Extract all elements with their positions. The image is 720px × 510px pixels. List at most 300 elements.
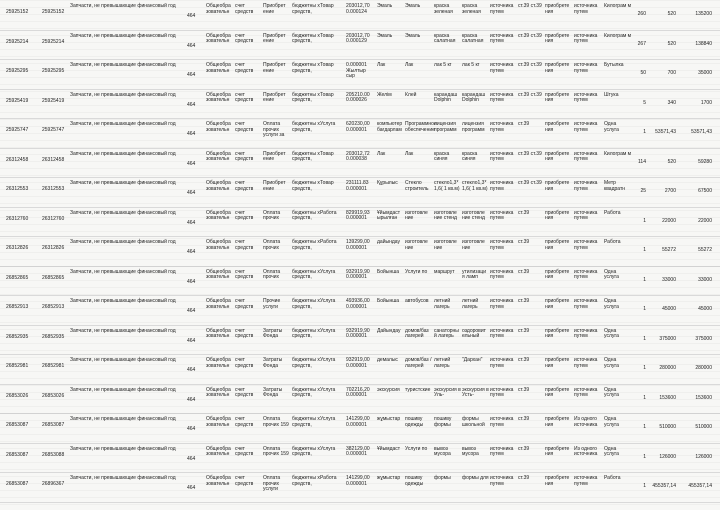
table-cell-src: источника путем (490, 445, 514, 458)
scan-noise-line (0, 77, 720, 78)
table-cell-t4: бюджетны х средств, (292, 180, 320, 192)
table-cell-t4: бюджетны х средств, (292, 416, 320, 428)
scan-noise-line (0, 28, 720, 29)
scan-noise-line (0, 245, 720, 246)
scan-noise-line (0, 14, 720, 15)
table-cell-unit: Одна услуга (604, 445, 619, 458)
table-cell-qty: 1 (643, 306, 646, 312)
table-cell-price: 53571,43 (655, 129, 676, 135)
table-cell-id2: 25925419 (42, 97, 65, 104)
table-cell-t3: Оплата прочих (263, 239, 281, 251)
table-row (0, 89, 720, 120)
table-cell-n3: лак 5 кг (434, 62, 452, 68)
table-cell-art: ст.39 ст.39 (518, 180, 542, 186)
table-cell-unit: Килограм м (604, 3, 632, 9)
table-cell-src: источника путем (490, 475, 514, 487)
table-cell-n2: изготовле ние (405, 209, 428, 222)
table-cell-qty: 1 (643, 453, 646, 460)
table-cell-mode: Из одного источника (574, 416, 598, 428)
scan-noise-line (0, 147, 720, 148)
table-cell-t1: Общеобра зовательн (206, 3, 231, 15)
table-cell-name: Запчасти, не превышающие финансовый год (70, 62, 176, 68)
table-row (0, 295, 720, 326)
table-cell-n4: стекло1,3* 1,6( 1 кв.м) (462, 180, 488, 192)
table-cell-t4: бюджетны х средств, (292, 62, 320, 74)
table-cell-n4: вывоз мусора (462, 445, 479, 458)
table-cell-t2: счет средств (235, 121, 254, 133)
scan-noise-line (0, 56, 720, 57)
table-row (0, 354, 720, 385)
table-cell-total: 22000 (698, 217, 712, 224)
table-cell-t5: Услуга (320, 327, 336, 334)
table-cell-unit: Работа (604, 475, 621, 481)
table-cell-t1: Общеобра зовательн (206, 416, 231, 428)
table-cell-n4: оздоровит ельный (462, 327, 486, 340)
table-cell-unit: Одна услуга (604, 416, 619, 428)
table-cell-code: 464 (187, 190, 196, 196)
table-cell-src: источника путем (490, 416, 514, 428)
scan-noise-line (0, 287, 720, 288)
table-cell-code: 464 (187, 455, 196, 462)
scan-noise-line (0, 378, 720, 379)
table-cell-price: 375000 (659, 335, 676, 342)
table-cell-src: источника путем (490, 327, 514, 340)
table-cell-n4: краска салатная (462, 32, 484, 45)
table-cell-n4: краска синяя (462, 150, 478, 163)
table-cell-id2: 26853026 (42, 392, 65, 399)
table-cell-sum: 139299,00 0.000001 (346, 239, 370, 251)
table-cell-unit: Килограм м (604, 150, 632, 157)
table-cell-total: 45000 (698, 306, 712, 312)
table-cell-price: 455357,14 (652, 483, 676, 489)
table-cell-n3: формы (434, 475, 451, 481)
table-cell-id2: 25925747 (42, 127, 65, 133)
scan-noise-line (0, 336, 720, 337)
table-cell-total: 126000 (695, 453, 712, 460)
table-cell-name: Запчасти, не превышающие финансовый год (70, 32, 176, 39)
table-cell-t5: Услуга (320, 357, 336, 363)
table-cell-t4: бюджетны х средств, (292, 445, 320, 458)
table-cell-how: приобрете ния (545, 32, 570, 45)
table-cell-unit: Бутылка (604, 62, 624, 68)
table-cell-how: приобрете ния (545, 416, 570, 428)
table-cell-src: источника путем (490, 3, 514, 15)
table-cell-n4: изготовле ние стенд (462, 209, 485, 222)
table-cell-id1: 25925152 (6, 9, 29, 15)
table-cell-id2: 26853088 (42, 451, 65, 458)
table-cell-n3: карандаш Dolphin (434, 91, 458, 104)
table-cell-id1: 26853087 (6, 451, 29, 458)
table-cell-total: 135200 (695, 11, 712, 17)
scan-noise-line (0, 189, 720, 190)
table-cell-how: приобрете ния (545, 150, 570, 163)
table-cell-id1: 26852981 (6, 363, 29, 369)
table-cell-t5: Услуга (320, 268, 336, 275)
table-cell-t2: счет средств (235, 209, 254, 222)
table-cell-total: 375000 (695, 335, 712, 342)
scan-noise-line (0, 392, 720, 393)
table-cell-t2: счет средств (235, 475, 254, 487)
table-cell-n3: маршрут (434, 268, 455, 275)
table-row (0, 148, 720, 179)
table-cell-src: источника путем (490, 150, 514, 163)
table-cell-t3: Оплата прочих услуги (263, 475, 281, 493)
table-cell-n4: формы школьной (462, 416, 485, 428)
table-cell-t3: Затраты Фонда (263, 357, 283, 369)
scan-noise-line (0, 196, 720, 197)
table-cell-qty: 1 (643, 247, 646, 253)
table-cell-t5: Товар (320, 3, 334, 9)
table-cell-t1: Общеобра зовательн (206, 357, 231, 369)
table-cell-name: Запчасти, не превышающие финансовый год (70, 209, 176, 216)
table-cell-id1: 26852865 (6, 274, 29, 281)
table-cell-t2: счет средств (235, 239, 254, 251)
scan-noise-line (0, 483, 720, 484)
table-cell-n4: карандаш Dolphin (462, 91, 486, 104)
table-cell-n3: стекло1,3* 1,6( 1 кв.м) (434, 180, 460, 192)
table-cell-name: Запчасти, не превышающие финансовый год (70, 327, 176, 334)
table-cell-t3: Затраты Фонда (263, 327, 283, 340)
table-cell-name: Запчасти, не превышающие финансовый год (70, 91, 176, 98)
table-cell-art: ст.39 (518, 209, 530, 216)
scan-noise-line (0, 364, 720, 365)
table-cell-n3: летний лагерь (434, 298, 451, 310)
table-cell-n1: Бойынша (377, 298, 400, 304)
table-cell-art: ст.39 (518, 475, 530, 481)
table-cell-qty: 1 (643, 129, 646, 135)
table-cell-unit: Работа (604, 239, 621, 245)
table-cell-total: 35000 (698, 70, 712, 76)
table-cell-id2: 26852981 (42, 363, 65, 369)
table-cell-t5: Услуга (320, 416, 336, 422)
table-cell-name: Запчасти, не превышающие финансовый год (70, 121, 176, 127)
table-cell-price: 510000 (659, 424, 676, 430)
table-cell-code: 464 (187, 42, 196, 49)
table-cell-sum: 932919,90 0.000001 (346, 268, 370, 281)
table-cell-n3: изготовле ние стенд (434, 209, 457, 222)
table-cell-name: Запчасти, не превышающие финансовый год (70, 239, 176, 245)
table-cell-sum: 932919,00 0.000001 (346, 357, 370, 369)
table-cell-t1: Общеобра зовательн (206, 386, 231, 399)
table-cell-qty: 267 (637, 40, 646, 47)
table-cell-t4: бюджетны х средств, (292, 121, 320, 133)
table-cell-n3: краска салатная (434, 32, 456, 45)
table-cell-id1: 26312760 (6, 215, 29, 222)
table-cell-t5: Услуга (320, 386, 336, 393)
table-cell-sum: 932919,90 0.000001 (346, 327, 370, 340)
table-cell-price: 340 (667, 99, 676, 106)
table-cell-t4: бюджетны х средств, (292, 357, 320, 369)
scan-noise-line (0, 413, 720, 414)
table-cell-price: 280000 (659, 365, 676, 371)
table-cell-n1: Лак (377, 150, 386, 157)
table-cell-mode: Из одного источника (574, 445, 598, 458)
table-cell-art: ст.39 ст.39 (518, 150, 542, 157)
table-cell-price: 22000 (662, 217, 676, 224)
scan-noise-line (0, 119, 720, 120)
scan-noise-line (0, 63, 720, 64)
table-cell-id1: 26853087 (6, 481, 29, 487)
table-cell-art: ст.39 (518, 416, 530, 422)
table-cell-how: приобрете ния (545, 239, 570, 251)
scan-noise-line (0, 21, 720, 22)
table-cell-id2: 25925214 (42, 38, 65, 45)
table-cell-id1: 26852935 (6, 333, 29, 340)
table-cell-t1: Общеобра зовательн (206, 298, 231, 310)
table-cell-mode: источника путем (574, 357, 598, 369)
table-cell-sum: 702216,20 0.000001 (346, 386, 370, 399)
table-cell-code: 464 (187, 278, 196, 285)
table-cell-t5: Товар (320, 150, 334, 157)
table-cell-name: Запчасти, не превышающие финансовый год (70, 445, 176, 452)
scan-noise-line (0, 182, 720, 183)
scan-noise-line (0, 112, 720, 113)
table-cell-unit: Штука (604, 91, 619, 98)
table-cell-n2: Эмаль (405, 3, 421, 9)
table-cell-unit: Одна услуга (604, 327, 619, 340)
table-cell-qty: 25 (640, 188, 646, 194)
scan-noise-line (0, 448, 720, 449)
table-cell-n1: дайындау (377, 239, 400, 245)
scan-noise-line (0, 406, 720, 407)
scan-noise-line (0, 126, 720, 127)
table-cell-t3: Оплата прочих (263, 268, 281, 281)
table-cell-qty: 1 (643, 217, 646, 224)
scan-noise-line (0, 329, 720, 330)
table-cell-id1: 25925214 (6, 38, 29, 45)
table-cell-t5: Товар (320, 32, 334, 39)
scan-noise-line (0, 154, 720, 155)
table-cell-qty: 5 (643, 99, 646, 106)
table-cell-art: ст.39 (518, 268, 530, 275)
table-cell-t2: счет средств (235, 32, 254, 45)
table-cell-name: Запчасти, не превышающие финансовый год (70, 357, 176, 363)
table-cell-name: Запчасти, не превышающие финансовый год (70, 150, 176, 157)
table-cell-id2: 26852865 (42, 274, 65, 281)
table-cell-n4: летний лагерь (462, 298, 479, 310)
table-cell-n2: пошиву одежды (405, 475, 424, 487)
table-cell-name: Запчасти, не превышающие финансовый год (70, 298, 176, 304)
table-cell-n1: Лак (377, 62, 386, 68)
table-cell-t3: Приобрет ение (263, 3, 286, 15)
table-cell-id2: 26312458 (42, 156, 65, 163)
table-cell-price: 520 (667, 11, 676, 17)
table-cell-name: Запчасти, не превышающие финансовый год (70, 268, 176, 275)
scan-noise-line (0, 371, 720, 372)
table-cell-t2: счет средств (235, 3, 254, 15)
table-cell-t3: Приобрет ение (263, 32, 286, 45)
table-cell-t5: Работа (320, 475, 337, 481)
table-cell-art: ст.39 (518, 121, 530, 127)
table-cell-t4: бюджетны х средств, (292, 298, 320, 310)
table-cell-total: 138840 (695, 40, 712, 47)
table-cell-sum: 141299,00 0.000001 (346, 416, 370, 428)
table-cell-n2: автобусов (405, 298, 429, 304)
table-cell-src: источника путем (490, 91, 514, 104)
table-cell-qty: 1 (643, 335, 646, 342)
table-cell-total: 455357,14 (688, 483, 712, 489)
table-cell-t3: Оплата прочих услуги за (263, 121, 285, 139)
scan-noise-line (0, 441, 720, 442)
table-cell-n3: краска зеленая (434, 3, 453, 15)
scan-noise-line (0, 168, 720, 169)
table-cell-sum: 203012,70 0.000124 (346, 3, 370, 15)
scan-noise-line (0, 476, 720, 477)
scan-noise-line (0, 385, 720, 386)
table-cell-n1: Эмаль (377, 32, 393, 39)
table-cell-t4: бюджетны х средств, (292, 209, 320, 222)
table-cell-src: источника путем (490, 32, 514, 45)
table-cell-n1: Бойынша (377, 268, 400, 275)
table-cell-sum: 493936,00 0.000001 (346, 298, 370, 310)
table-cell-how: приобрете ния (545, 121, 570, 133)
table-cell-sum: 141299,00 0.000001 (346, 475, 370, 487)
table-cell-n2: пошиву одежды (405, 416, 424, 428)
table-cell-art: ст.39 ст.39 (518, 91, 542, 98)
table-cell-price: 2700 (664, 188, 676, 194)
table-cell-qty: 1 (643, 365, 646, 371)
table-cell-n3: вывоз мусора (434, 445, 451, 458)
scan-noise-line (0, 420, 720, 421)
table-cell-n1: жұмыстар (377, 475, 401, 481)
table-cell-price: 55272 (662, 247, 676, 253)
scan-noise-line (0, 427, 720, 428)
table-cell-unit: Килограм м (604, 32, 632, 39)
table-cell-src: источника путем (490, 209, 514, 222)
table-cell-sum: 829919,93 0.000001 (346, 209, 370, 222)
table-cell-how: приобрете ния (545, 180, 570, 192)
table-cell-total: 280000 (695, 365, 712, 371)
table-cell-unit: Одна услуга (604, 298, 619, 310)
scan-noise-line (0, 224, 720, 225)
table-cell-how: приобрете ния (545, 327, 570, 340)
table-cell-t5: Работа (320, 239, 337, 245)
table-cell-n4: формы для (462, 475, 489, 481)
scan-noise-line (0, 217, 720, 218)
table-cell-id2: 25925152 (42, 9, 65, 15)
scan-noise-line (0, 0, 720, 1)
table-cell-t4: бюджетны х средств, (292, 3, 320, 15)
table-cell-n2: домов/баз лагерей (405, 327, 429, 340)
table-cell-id2: 26896367 (42, 481, 65, 487)
table-cell-t3: Прочие услуги (263, 298, 281, 310)
table-cell-src: источника путем (490, 62, 514, 74)
table-cell-n4: лицензия программ (462, 121, 485, 133)
table-cell-id1: 26312826 (6, 245, 29, 251)
table-cell-qty: 114 (638, 158, 646, 165)
table-cell-n4: "Дархан" (462, 357, 483, 363)
table-cell-src: источника путем (490, 357, 514, 369)
table-cell-id2: 26852935 (42, 333, 65, 340)
table-cell-t4: бюджетны х средств, (292, 32, 320, 45)
table-cell-qty: 1 (643, 394, 646, 401)
table-cell-total: 33000 (698, 276, 712, 283)
table-cell-t3: Приобрет ение (263, 62, 286, 74)
table-cell-t1: Общеобра зовательн (206, 327, 231, 340)
table-cell-art: ст.39 (518, 298, 530, 304)
table-cell-sum: 205210.00 0.000026 (346, 91, 370, 104)
table-cell-t4: бюджетны х средств, (292, 386, 320, 399)
table-cell-n4: утилизаци я ламп (462, 268, 487, 281)
table-cell-n4: лак 5 кг (462, 62, 480, 68)
scan-noise-line (0, 462, 720, 463)
table-cell-sum: 382129,00 0.000001 (346, 445, 370, 458)
table-cell-art: ст.39 (518, 357, 530, 363)
table-cell-code: 464 (187, 337, 196, 344)
table-cell-id2: 26312826 (42, 245, 65, 251)
table-cell-code: 464 (187, 426, 196, 432)
table-cell-t2: счет средств (235, 150, 254, 163)
table-cell-t2: счет средств (235, 445, 254, 458)
table-cell-t1: Общеобра зовательн (206, 91, 231, 104)
scan-noise-line (0, 161, 720, 162)
table-cell-t4: бюджетны х средств, (292, 475, 320, 487)
table-cell-n2: Клей (405, 91, 417, 98)
table-cell-n2: Услуги по (405, 268, 428, 275)
table-cell-id1: 26853087 (6, 422, 29, 428)
table-cell-price: 700 (667, 70, 676, 76)
table-cell-t4: бюджетны х средств, (292, 327, 320, 340)
table-cell-total: 510000 (695, 424, 712, 430)
scan-noise-line (0, 259, 720, 260)
table-cell-unit: Одна услуга (604, 357, 619, 369)
table-cell-src: источника путем (490, 121, 514, 133)
table-cell-n1: Желім (377, 91, 392, 98)
table-cell-t1: Общеобра зовательн (206, 209, 231, 222)
table-cell-t2: счет средств (235, 416, 254, 428)
scan-noise-line (0, 105, 720, 106)
table-cell-t5: Товар (320, 62, 334, 68)
table-cell-unit: Одна услуга (604, 121, 619, 133)
table-cell-id1: 26853026 (6, 392, 29, 399)
scan-noise-line (0, 273, 720, 274)
table-cell-n2: Стекло строитель (405, 180, 429, 192)
table-cell-t1: Общеобра зовательн (206, 32, 231, 45)
table-cell-t3: Оплата прочих (263, 209, 281, 222)
table-cell-t2: счет средств (235, 386, 254, 399)
table-cell-unit: Одна услуга (604, 386, 619, 399)
table-row (0, 207, 720, 238)
table-cell-n3: санаторны й лагерь (434, 327, 459, 340)
table-cell-t2: счет средств (235, 298, 254, 310)
table-cell-n1: Дайындау (377, 327, 401, 334)
table-cell-total: 55272 (698, 247, 712, 253)
table-cell-qty: 1 (643, 483, 646, 489)
table-cell-n2: Услуги по (405, 445, 428, 452)
table-cell-t5: Услуга (320, 121, 336, 127)
table-cell-t2: счет средств (235, 62, 254, 74)
table-cell-how: приобрете ния (545, 268, 570, 281)
scan-noise-line (0, 350, 720, 351)
table-cell-code: 464 (187, 13, 196, 19)
table-cell-t1: Общеобра зовательн (206, 475, 231, 487)
table-cell-id2: 26312553 (42, 186, 65, 192)
table-cell-price: 153600 (659, 394, 676, 401)
table-cell-id1: 26312458 (6, 156, 29, 163)
table-cell-t2: счет средств (235, 268, 254, 281)
table-cell-t5: Товар (320, 91, 334, 98)
table-cell-price: 520 (667, 40, 676, 47)
table-cell-sum: 0.000001 Жылтыр сыр (346, 62, 367, 80)
table-cell-t2: счет средств (235, 357, 254, 369)
table-cell-art: ст.39 ст.39 (518, 3, 542, 9)
table-cell-n3: летний лагерь (434, 357, 451, 369)
scan-noise-line (0, 238, 720, 239)
table-cell-t4: бюджетны х средств, (292, 239, 320, 251)
table-cell-how: приобрете ния (545, 62, 570, 74)
table-cell-id1: 25925295 (6, 68, 29, 74)
table-cell-qty: 260 (637, 11, 646, 17)
